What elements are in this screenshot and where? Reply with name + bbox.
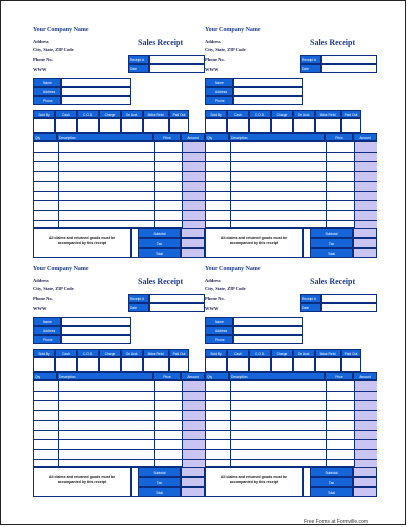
order-header-cell: Mdse Retd. (143, 110, 169, 118)
total-value[interactable] (353, 248, 377, 258)
item-row-line (206, 430, 377, 431)
company-city: City, State, ZIP Code (33, 47, 74, 52)
order-value-cell[interactable] (341, 118, 361, 133)
receipt-title: Sales Receipt (138, 38, 184, 47)
customer-field-label: Name (33, 78, 61, 87)
order-header-cell: Sold By (33, 110, 55, 118)
items-header-cell: Price (153, 133, 181, 141)
customer-field-label: Name (205, 78, 233, 87)
total-label: Tax (310, 477, 353, 487)
order-value-cell[interactable] (169, 357, 189, 372)
item-col-line (326, 381, 327, 467)
item-row-line (206, 400, 377, 401)
total-value[interactable] (353, 238, 377, 248)
company-web: WWW (205, 67, 219, 72)
item-row-line (206, 449, 377, 450)
order-value-cell[interactable] (55, 357, 77, 372)
sales-receipt (205, 27, 377, 273)
items-table-body (33, 380, 205, 467)
item-row-line (206, 161, 377, 162)
item-row-line (206, 152, 377, 153)
receipt-field-label: Receipt # (128, 55, 149, 64)
item-row-line (34, 410, 205, 411)
item-row-line (206, 391, 377, 392)
company-name: Your Company Name (205, 27, 261, 33)
total-value[interactable] (181, 238, 205, 248)
customer-field-label: Address (205, 326, 233, 335)
customer-field-value[interactable] (233, 87, 303, 96)
receipt-field-label: Receipt # (300, 294, 321, 303)
customer-field-label: Address (205, 87, 233, 96)
items-header-cell: Price (325, 372, 353, 380)
total-value[interactable] (181, 248, 205, 258)
receipt-title: Sales Receipt (310, 277, 356, 286)
company-address: Address (33, 39, 49, 44)
order-value-cell[interactable] (169, 118, 189, 133)
item-col-line (58, 142, 59, 228)
item-col-line (326, 142, 327, 228)
total-value[interactable] (353, 467, 377, 477)
order-value-cell[interactable] (121, 357, 143, 372)
order-value-cell[interactable] (33, 118, 55, 133)
receipt-title: Sales Receipt (310, 38, 356, 47)
order-header-cell: Mdse Retd. (143, 349, 169, 357)
receipt-field-label: Date (128, 303, 149, 312)
order-header-cell: On Acct. (121, 349, 143, 357)
item-col-line (230, 381, 231, 467)
item-col-line (182, 142, 183, 228)
customer-field-label: Phone (33, 96, 61, 105)
total-value[interactable] (181, 487, 205, 497)
order-value-cell[interactable] (249, 357, 271, 372)
claims-note: All claims and returned goods must be accompanied by this receipt (205, 228, 303, 258)
customer-field-value[interactable] (61, 326, 131, 335)
order-header-cell: Paid Out (341, 349, 361, 357)
order-value-cell[interactable] (293, 357, 315, 372)
total-label: Total (310, 487, 353, 497)
order-value-cell[interactable] (143, 118, 169, 133)
items-header-cell: Description (229, 372, 325, 380)
item-row-line (34, 220, 205, 221)
order-value-cell[interactable] (205, 357, 227, 372)
items-header-cell: Description (57, 372, 153, 380)
total-value[interactable] (181, 477, 205, 487)
order-header-cell: Mdse Retd. (315, 110, 341, 118)
items-header-cell: Amount (181, 372, 205, 380)
items-header-cell: Price (325, 133, 353, 141)
customer-field-value[interactable] (61, 317, 131, 326)
customer-field-label: Phone (205, 96, 233, 105)
total-label: Subtotal (310, 228, 353, 238)
customer-field-label: Address (33, 326, 61, 335)
total-value[interactable] (181, 228, 205, 238)
customer-field-value[interactable] (233, 317, 303, 326)
order-value-cell[interactable] (205, 118, 227, 133)
item-row-line (34, 171, 205, 172)
order-value-cell[interactable] (293, 118, 315, 133)
company-web: WWW (33, 67, 47, 72)
total-label: Total (138, 487, 181, 497)
item-row-line (34, 449, 205, 450)
company-address: Address (33, 278, 49, 283)
total-value[interactable] (353, 228, 377, 238)
receipt-field-value[interactable] (321, 303, 377, 312)
order-value-cell[interactable] (55, 118, 77, 133)
item-row-line (206, 210, 377, 211)
order-header-cell: C.O.D. (77, 349, 99, 357)
sales-receipt (33, 27, 205, 273)
items-header-cell: Amount (353, 133, 377, 141)
items-header-cell: Description (229, 133, 325, 141)
item-col-line (354, 381, 355, 467)
item-row-line (34, 400, 205, 401)
order-value-cell[interactable] (121, 118, 143, 133)
items-header-cell: Qty (33, 133, 57, 141)
item-row-line (206, 459, 377, 460)
order-value-cell[interactable] (249, 118, 271, 133)
claims-note: All claims and returned goods must be accompanied by this receipt (33, 467, 131, 497)
order-value-cell[interactable] (227, 357, 249, 372)
item-row-line (34, 439, 205, 440)
item-row-line (34, 181, 205, 182)
receipt-field-value[interactable] (149, 64, 205, 73)
items-header-cell: Amount (181, 133, 205, 141)
amount-column (354, 142, 377, 228)
receipt-field-value[interactable] (149, 55, 205, 64)
order-header-cell: Cash (227, 110, 249, 118)
item-row-line (206, 191, 377, 192)
item-row-line (34, 200, 205, 201)
order-value-cell[interactable] (271, 118, 293, 133)
order-header-cell: C.O.D. (77, 110, 99, 118)
sales-receipt (33, 266, 205, 512)
item-row-line (206, 410, 377, 411)
items-header-cell: Qty (205, 133, 229, 141)
company-city: City, State, ZIP Code (205, 286, 246, 291)
total-label: Total (138, 248, 181, 258)
customer-field-value[interactable] (233, 96, 303, 105)
item-row-line (34, 161, 205, 162)
total-value[interactable] (181, 467, 205, 477)
order-value-cell[interactable] (341, 357, 361, 372)
customer-field-value[interactable] (61, 96, 131, 105)
items-header-cell: Amount (353, 372, 377, 380)
customer-field-label: Name (33, 317, 61, 326)
company-web: WWW (205, 306, 219, 311)
items-header-cell: Qty (205, 372, 229, 380)
company-name: Your Company Name (33, 27, 89, 33)
items-table-body (205, 141, 377, 228)
total-label: Tax (138, 477, 181, 487)
customer-field-label: Phone (33, 335, 61, 344)
item-row-line (34, 420, 205, 421)
receipt-field-label: Date (300, 64, 321, 73)
total-label: Subtotal (138, 467, 181, 477)
order-header-cell: Sold By (205, 110, 227, 118)
customer-field-value[interactable] (233, 335, 303, 344)
item-col-line (230, 142, 231, 228)
item-col-line (58, 381, 59, 467)
customer-field-label: Phone (205, 335, 233, 344)
item-col-line (354, 142, 355, 228)
items-table-body (205, 380, 377, 467)
claims-note: All claims and returned goods must be accompanied by this receipt (205, 467, 303, 497)
order-value-cell[interactable] (77, 357, 99, 372)
order-header-cell: C.O.D. (249, 110, 271, 118)
item-row-line (34, 459, 205, 460)
item-row-line (34, 152, 205, 153)
item-row-line (206, 200, 377, 201)
order-header-cell: On Acct. (121, 110, 143, 118)
item-row-line (206, 181, 377, 182)
customer-field-value[interactable] (233, 326, 303, 335)
order-header-cell: Charge (99, 110, 121, 118)
order-value-cell[interactable] (143, 357, 169, 372)
receipt-field-value[interactable] (149, 294, 205, 303)
order-header-cell: On Acct. (293, 110, 315, 118)
items-header-cell: Price (153, 372, 181, 380)
item-row-line (206, 220, 377, 221)
order-value-cell[interactable] (99, 357, 121, 372)
order-value-cell[interactable] (77, 118, 99, 133)
order-value-cell[interactable] (315, 357, 341, 372)
customer-field-value[interactable] (61, 335, 131, 344)
order-header-cell: Cash (55, 349, 77, 357)
footer-credit: Free Forms at Formville.com (304, 519, 368, 525)
customer-field-value[interactable] (61, 78, 131, 87)
company-city: City, State, ZIP Code (33, 286, 74, 291)
order-value-cell[interactable] (271, 357, 293, 372)
total-label: Total (310, 248, 353, 258)
total-value[interactable] (353, 477, 377, 487)
order-value-cell[interactable] (315, 118, 341, 133)
items-header-cell: Description (57, 133, 153, 141)
receipt-field-label: Receipt # (300, 55, 321, 64)
order-header-cell: Cash (55, 110, 77, 118)
company-name: Your Company Name (205, 266, 261, 272)
customer-field-label: Name (205, 317, 233, 326)
company-web: WWW (33, 306, 47, 311)
receipt-title: Sales Receipt (138, 277, 184, 286)
order-value-cell[interactable] (33, 357, 55, 372)
customer-field-label: Address (33, 87, 61, 96)
order-header-cell: Mdse Retd. (315, 349, 341, 357)
total-label: Tax (138, 238, 181, 248)
total-value[interactable] (353, 487, 377, 497)
claims-note: All claims and returned goods must be accompanied by this receipt (33, 228, 131, 258)
amount-column (182, 142, 205, 228)
total-label: Subtotal (310, 467, 353, 477)
total-label: Subtotal (138, 228, 181, 238)
order-header-cell: Paid Out (169, 110, 189, 118)
order-header-cell: Cash (227, 349, 249, 357)
item-row-line (34, 210, 205, 211)
receipt-field-label: Receipt # (128, 294, 149, 303)
receipt-field-value[interactable] (321, 294, 377, 303)
company-address: Address (205, 278, 221, 283)
order-header-cell: C.O.D. (249, 349, 271, 357)
item-row-line (34, 191, 205, 192)
items-header-cell: Qty (33, 372, 57, 380)
item-row-line (34, 391, 205, 392)
company-phone: Phone No. (205, 57, 225, 62)
order-header-cell: Paid Out (169, 349, 189, 357)
order-value-cell[interactable] (99, 118, 121, 133)
order-header-cell: Charge (99, 349, 121, 357)
items-table-body (33, 141, 205, 228)
item-row-line (34, 430, 205, 431)
company-phone: Phone No. (33, 296, 53, 301)
order-header-cell: Charge (271, 110, 293, 118)
company-name: Your Company Name (33, 266, 89, 272)
item-row-line (206, 420, 377, 421)
order-header-cell: Paid Out (341, 110, 361, 118)
company-address: Address (205, 39, 221, 44)
customer-field-value[interactable] (61, 87, 131, 96)
receipt-field-label: Date (300, 303, 321, 312)
customer-field-value[interactable] (233, 78, 303, 87)
amount-column (354, 381, 377, 467)
amount-column (182, 381, 205, 467)
receipt-field-value[interactable] (321, 55, 377, 64)
item-col-line (154, 142, 155, 228)
company-city: City, State, ZIP Code (205, 47, 246, 52)
order-header-cell: On Acct. (293, 349, 315, 357)
order-value-cell[interactable] (227, 118, 249, 133)
company-phone: Phone No. (205, 296, 225, 301)
total-label: Tax (310, 238, 353, 248)
sales-receipt (205, 266, 377, 512)
order-header-cell: Sold By (205, 349, 227, 357)
item-row-line (206, 171, 377, 172)
order-header-cell: Sold By (33, 349, 55, 357)
item-row-line (206, 439, 377, 440)
receipt-field-label: Date (128, 64, 149, 73)
company-phone: Phone No. (33, 57, 53, 62)
order-header-cell: Charge (271, 349, 293, 357)
receipt-field-value[interactable] (149, 303, 205, 312)
receipt-field-value[interactable] (321, 64, 377, 73)
item-col-line (182, 381, 183, 467)
item-col-line (154, 381, 155, 467)
